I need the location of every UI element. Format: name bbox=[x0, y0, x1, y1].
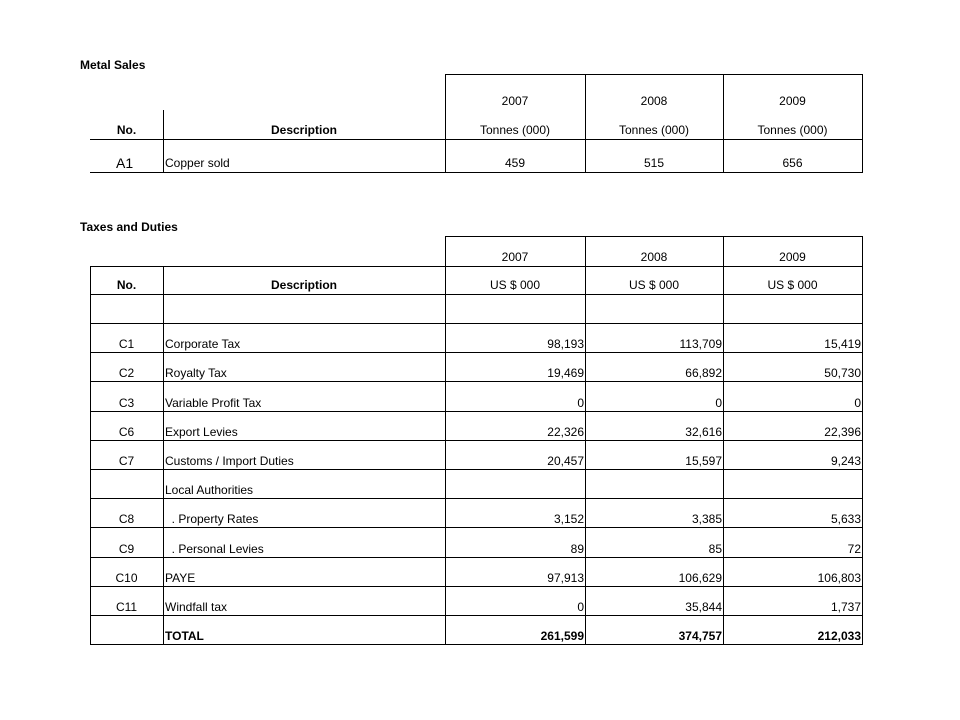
year-header: 2009 bbox=[779, 94, 806, 108]
row-value: 15,419 bbox=[824, 337, 861, 351]
grid-line bbox=[163, 110, 164, 173]
grid-line bbox=[862, 236, 863, 645]
year-header: 2007 bbox=[501, 250, 529, 264]
grid-line bbox=[90, 352, 863, 353]
grid-line bbox=[90, 266, 863, 267]
row-value: 50,730 bbox=[824, 366, 861, 380]
row-value: 66,892 bbox=[685, 366, 722, 380]
row-description: Royalty Tax bbox=[165, 366, 227, 380]
grid-line bbox=[445, 74, 863, 75]
row-description: Corporate Tax bbox=[165, 337, 241, 351]
row-value: 22,326 bbox=[547, 425, 584, 439]
row-value: 89 bbox=[570, 542, 584, 556]
row-number: C3 bbox=[118, 396, 135, 410]
row-value: 15,597 bbox=[685, 454, 722, 468]
grid-line bbox=[90, 139, 863, 140]
row-value: 85 bbox=[708, 542, 722, 556]
row-value: 656 bbox=[782, 156, 803, 170]
description-header: Description bbox=[270, 123, 337, 137]
row-value: 19,469 bbox=[547, 366, 584, 380]
grid-line bbox=[862, 74, 863, 173]
row-description: . Property Rates bbox=[165, 512, 259, 526]
row-number: C8 bbox=[118, 512, 135, 526]
row-value: 3,385 bbox=[691, 512, 722, 526]
grid-line bbox=[90, 172, 863, 173]
unit-header: US $ 000 bbox=[628, 278, 680, 292]
year-header: 2009 bbox=[779, 250, 806, 264]
row-value: 106,629 bbox=[678, 571, 722, 585]
total-value: 374,757 bbox=[678, 629, 722, 643]
row-value: 72 bbox=[847, 542, 861, 556]
row-number: C9 bbox=[118, 542, 135, 556]
metal-sales-title: Metal Sales bbox=[80, 58, 146, 72]
unit-header: US $ 000 bbox=[767, 278, 818, 292]
grid-line bbox=[90, 498, 863, 499]
grid-line bbox=[90, 644, 863, 645]
grid-line bbox=[90, 411, 863, 412]
row-value: 5,633 bbox=[830, 512, 861, 526]
row-value: 0 bbox=[577, 600, 584, 614]
row-value: 0 bbox=[854, 396, 861, 410]
row-value: 459 bbox=[504, 156, 526, 170]
unit-header: US $ 000 bbox=[489, 278, 541, 292]
row-value: 515 bbox=[643, 156, 665, 170]
row-description: Customs / Import Duties bbox=[165, 454, 294, 468]
row-description: Copper sold bbox=[165, 156, 230, 170]
year-header: 2008 bbox=[640, 250, 668, 264]
row-number: C10 bbox=[115, 571, 138, 585]
unit-header: Tonnes (000) bbox=[618, 123, 690, 137]
row-number: C7 bbox=[118, 454, 135, 468]
total-value: 212,033 bbox=[817, 629, 861, 643]
total-label: TOTAL bbox=[165, 629, 204, 643]
row-number: A1 bbox=[116, 155, 134, 171]
row-value: 98,193 bbox=[547, 337, 584, 351]
no-header: No. bbox=[116, 123, 137, 137]
row-value: 106,803 bbox=[817, 571, 861, 585]
grid-line bbox=[90, 586, 863, 587]
grid-line bbox=[163, 266, 164, 645]
no-header: No. bbox=[116, 278, 137, 292]
total-value: 261,599 bbox=[540, 629, 584, 643]
grid-line bbox=[90, 615, 863, 616]
row-number: C6 bbox=[118, 425, 135, 439]
row-description: Export Levies bbox=[165, 425, 238, 439]
row-value: 22,396 bbox=[824, 425, 861, 439]
row-description: Windfall tax bbox=[165, 600, 228, 614]
row-value: 32,616 bbox=[685, 425, 722, 439]
grid-line bbox=[90, 557, 863, 558]
unit-header: Tonnes (000) bbox=[757, 123, 828, 137]
grid-line bbox=[90, 440, 863, 441]
taxes-title: Taxes and Duties bbox=[80, 220, 178, 234]
year-header: 2008 bbox=[640, 94, 668, 108]
row-value: 3,152 bbox=[553, 512, 584, 526]
grid-line bbox=[90, 381, 863, 382]
row-value: 35,844 bbox=[685, 600, 722, 614]
grid-line bbox=[90, 469, 863, 470]
row-description: . Personal Levies bbox=[165, 542, 264, 556]
row-value: 1,737 bbox=[830, 600, 861, 614]
year-header: 2007 bbox=[501, 94, 529, 108]
grid-line bbox=[445, 236, 863, 237]
row-number: C1 bbox=[118, 337, 135, 351]
grid-line bbox=[90, 527, 863, 528]
grid-line bbox=[90, 294, 863, 295]
row-value: 0 bbox=[577, 396, 584, 410]
row-description: Variable Profit Tax bbox=[165, 396, 262, 410]
row-value: 0 bbox=[715, 396, 722, 410]
row-value: 97,913 bbox=[547, 571, 584, 585]
row-value: 9,243 bbox=[830, 454, 861, 468]
grid-line bbox=[90, 323, 863, 324]
row-value: 20,457 bbox=[547, 454, 584, 468]
row-description: Local Authorities bbox=[165, 483, 254, 497]
description-header: Description bbox=[270, 278, 337, 292]
row-value: 113,709 bbox=[679, 337, 722, 351]
row-number: C2 bbox=[118, 366, 135, 380]
row-description: PAYE bbox=[165, 571, 196, 585]
row-number: C11 bbox=[115, 600, 138, 614]
unit-header: Tonnes (000) bbox=[479, 123, 551, 137]
